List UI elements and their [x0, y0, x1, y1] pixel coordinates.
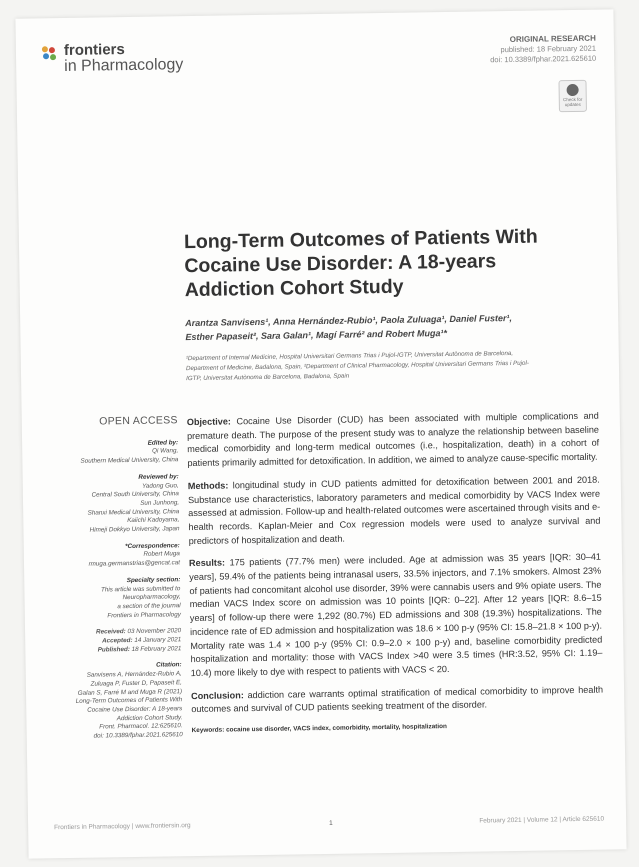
conclusion-text: addiction care warrants optimal stratification of medical comorbidity to improve health outcomes and survival of CUD patients seeking treatment of the disorder.	[191, 684, 604, 715]
keywords	[192, 720, 604, 736]
sidebar-line: Addiction Cohort Study.	[116, 713, 183, 722]
published-date: published: 18 February 2021	[500, 43, 597, 55]
methods-paragraph	[188, 473, 601, 548]
sidebar-line: This article was submitted to	[100, 584, 181, 594]
footer-journal: Frontiers in Pharmacology | www.frontiersin.org	[54, 822, 191, 832]
edited-by-label: Edited by:	[147, 438, 179, 447]
sidebar-line: doi: 10.3389/fphar.2021.625610	[93, 731, 183, 740]
article-header	[490, 34, 596, 66]
received-label: Received:	[95, 628, 126, 636]
conclusion-heading: Conclusion:	[191, 689, 244, 701]
authors-line: Esther Papaseit², Sara Galan¹, Magí Farré² and Robert Muga¹*	[185, 328, 448, 343]
published-row	[51, 645, 181, 656]
conclusion-paragraph	[191, 683, 603, 717]
affiliations	[186, 348, 596, 384]
sidebar-line: Cocaine Use Disorder: A 18-years	[87, 705, 183, 714]
sidebar-line: Qi Wang,	[152, 447, 179, 456]
open-access-label: OPEN ACCESS	[99, 414, 178, 428]
footer-volume: February 2021 | Volume 12 | Article 625610	[479, 815, 605, 825]
paper-page	[15, 9, 626, 858]
article-type: ORIGINAL RESEARCH	[509, 33, 596, 44]
keywords-heading: Keywords:	[191, 726, 225, 735]
reviewed-by-label: Reviewed by:	[138, 473, 179, 481]
sidebar-line: a section of the journal	[117, 602, 181, 611]
sidebar-line: Robert Muga	[143, 550, 180, 559]
sidebar-line: Kaiichi Kadoyama,	[127, 516, 180, 525]
sidebar-line: Front. Pharmacol. 12:625610.	[99, 722, 183, 731]
sidebar-line: Long-Term Outcomes of Patients With	[75, 696, 183, 706]
frontiers-logo-icon	[40, 44, 58, 62]
abstract	[187, 410, 604, 736]
accepted-label: Accepted:	[102, 637, 133, 645]
author-list	[185, 310, 585, 344]
badge-label: Check for updates	[563, 96, 583, 108]
sidebar-line: Himeji Dokkyo University, Japan	[89, 525, 180, 534]
specialty-label: Specialty section:	[126, 576, 181, 584]
results-text: 175 patients (77.7% men) were included. Age at admission was 35 years [IQR: 30–41 years], 59.4% of the patients being intranasal users, 33.5% injectors, and 7.1% smokers. Almost 23% of patients had concomitant alcohol use disorder, 39% were cannabis users and 9% opiate users. The median VACS Index score on admission was 10 points [IQR: 0–22]. After 12 years [IQR: 8.6–15 years] of follow-up there were 1,292 (80.7%) ED admissions and 308 (19.3%) hospitalizations. The incidence rate of ED admission and hospitalization was 18.6 × 100 p-y (95% CI: 15.8–21.8 × 100 p-y). Mortality rate was 1.4 × 100 p-y (95% CI: 0.9–2.0 × 100 p-y) and, baseline comorbidity predicted hospitalization and mortality: those with VACS Index >40 were 3.5 times (HR:3.52, 95% CI: 1.19–10.4) more likely to dye with respect to patients with VACS < 20.	[189, 551, 603, 679]
sidebar-line: Shanxi Medical University, China	[87, 507, 180, 517]
page-footer	[54, 815, 605, 832]
affiliation-line: ¹Department of Internal Medicine, Hospital Universitari Germans Trias i Pujol-IGTP, Universitat Autònoma de Barcelona,	[185, 349, 514, 363]
keywords-text: cocaine use disorder, VACS index, comorbidity, mortality, hospitalization	[224, 723, 447, 734]
methods-text: longitudinal study in CUD patients admitted for detoxification between 2001 and 2018. Substance use characteristics, laboratory parameters and medical comorbidity by VACS Index were assessed at admission. Follow-up and health-related outcomes were ascertained through visits and e-health records. Kaplan-Meier and Cox regression models were used to analyze survival and predictors of hospitalization and death.	[187, 474, 601, 546]
sidebar-line: Sun Junhong,	[140, 499, 180, 507]
correspondence-label: *Correspondence:	[125, 541, 180, 550]
sidebar-line: Southern Medical University, China	[80, 456, 179, 465]
published-date-side: 18 February 2021	[129, 644, 182, 653]
objective-heading: Objective:	[186, 416, 231, 428]
citation-label: Citation:	[156, 661, 182, 670]
affiliation-line: Department of Medicine, Badalona, Spain, ²Department of Clinical Pharmacology, Hospital Universitari Germans Trias i Pujol-	[185, 359, 529, 373]
journal-name-line1: frontiers	[63, 41, 125, 59]
doi: doi: 10.3389/fphar.2021.625610	[490, 53, 597, 65]
results-paragraph	[189, 551, 603, 681]
correspondence-email[interactable]: rmuga.germanstrias@gencat.cat	[88, 559, 181, 568]
sidebar-line: Yadong Guo,	[142, 481, 179, 490]
results-heading: Results:	[188, 557, 226, 569]
article-sidebar	[48, 416, 183, 742]
update-icon	[567, 84, 579, 96]
sidebar-line: Central South University, China	[91, 490, 179, 499]
received-date: 03 November 2020	[125, 627, 182, 636]
article-title: Long-Term Outcomes of Patients With Cocaine Use Disorder: A 18-years Addiction Cohort Study	[183, 225, 538, 302]
journal-name-line2: in Pharmacology	[64, 56, 184, 75]
sidebar-line: Zuluaga P, Fuster D, Papaseit E,	[90, 679, 182, 688]
sidebar-line: Sanvisens A, Hernández-Rubio A,	[86, 670, 182, 679]
authors-line: Arantza Sanvisens¹, Anna Hernández-Rubio¹, Paola Zuluaga¹, Daniel Fuster¹,	[185, 312, 513, 329]
objective-paragraph	[187, 410, 600, 471]
published-label: Published:	[97, 645, 130, 654]
affiliation-line: IGTP, Universitat Autònoma de Barcelona, Badalona, Spain	[186, 372, 350, 383]
sidebar-line: Galan S, Farré M and Muga R (2021)	[77, 687, 183, 697]
methods-heading: Methods:	[187, 480, 229, 491]
page-number: 1	[329, 819, 333, 827]
objective-text: Cocaine Use Disorder (CUD) has been associated with multiple complications and premature death. The purpose of the present study was to analyze the relationship between baseline medical comorbidity and long-term medical outcomes (i.e., hospitalization, death) in a cohort of patients primarily admitted for detoxification. In addition, we aimed to analyze cause-specific mortality.	[186, 410, 600, 469]
accepted-date: 14 January 2021	[132, 636, 182, 645]
check-for-updates-badge[interactable]	[558, 80, 586, 112]
sidebar-line: Frontiers in Pharmacology	[107, 610, 181, 620]
sidebar-line: Neuropharmacology,	[122, 593, 181, 602]
